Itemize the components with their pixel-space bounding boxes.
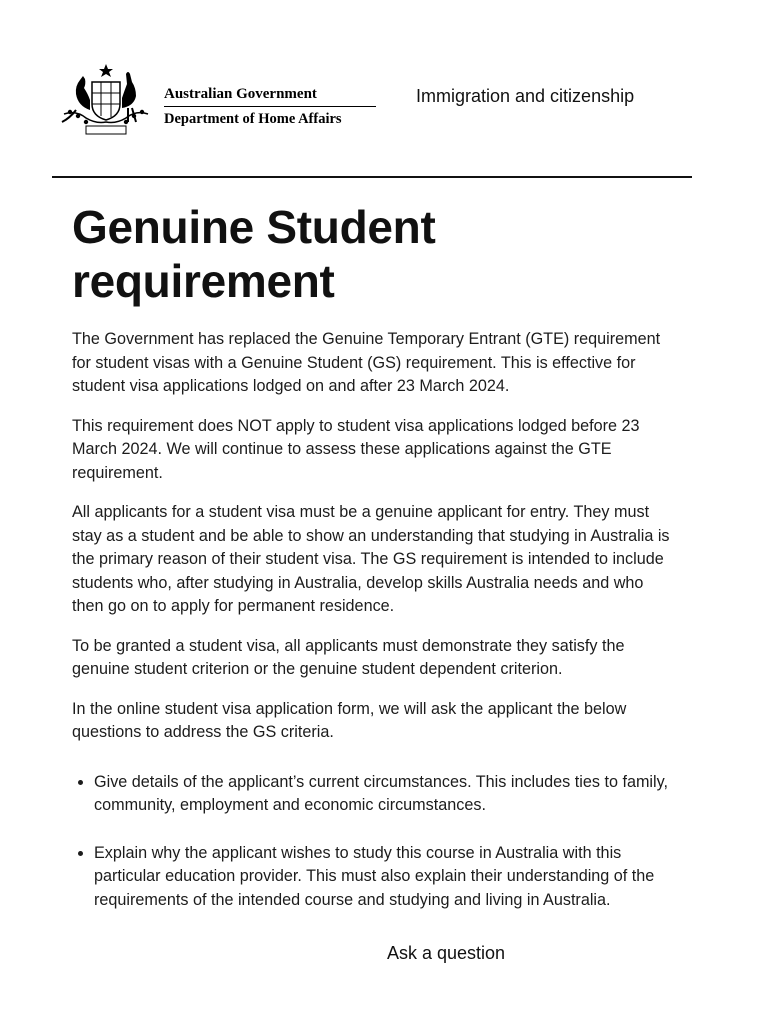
main-content <box>72 200 676 912</box>
government-name: Australian Government <box>164 86 376 107</box>
paragraph-intro: The Government has replaced the Genuine Temporary Entrant (GTE) requirement for student visas with a Genuine Student (GS) requirement. This is effective for student visa applications lodged on and after 23 March 2024. <box>72 330 661 395</box>
government-logo[interactable] <box>56 62 376 142</box>
header-divider <box>52 176 692 178</box>
department-name: Department of Home Affairs <box>164 111 342 127</box>
page-title: Genuine Student requirement <box>72 201 436 307</box>
paragraph-genuine-applicant: All applicants for a student visa must be a genuine applicant for entry. They must stay as a student and be able to show an understanding that studying in Australia is the primary reason of their student visa. The GS requirement is intended to include students who, after studying in Australia, develop skills Australia needs and who then go on to apply for permanent residence. <box>72 503 670 615</box>
paragraph-criteria: To be granted a student visa, all applicants must demonstrate they satisfy the genuine student criterion or the genuine student dependent criterion. <box>72 636 625 678</box>
immigration-citizenship-link[interactable]: Immigration and citizenship <box>416 86 635 106</box>
ask-a-question-button[interactable]: Ask a question <box>387 943 506 963</box>
list-item: • Explain why the applicant wishes to study this course in Australia with this particular education provider. This must also explain their understanding of the requirements of the intended course and studying and living in Australia. <box>94 842 676 913</box>
logo-text <box>164 62 376 128</box>
list-item: • Give details of the applicant’s current circumstances. This includes ties to family, community, employment and economic circumstances. <box>94 771 676 818</box>
question-list <box>72 771 676 913</box>
coat-of-arms-icon <box>56 62 156 138</box>
paragraph-applicability: This requirement does NOT apply to student visa applications lodged before 23 March 2024. We will continue to assess these applications against the GTE requirement. <box>72 416 640 482</box>
site-header <box>52 58 692 148</box>
paragraph-questions: In the online student visa application form, we will ask the applicant the below questions to address the GS criteria. <box>72 699 627 741</box>
